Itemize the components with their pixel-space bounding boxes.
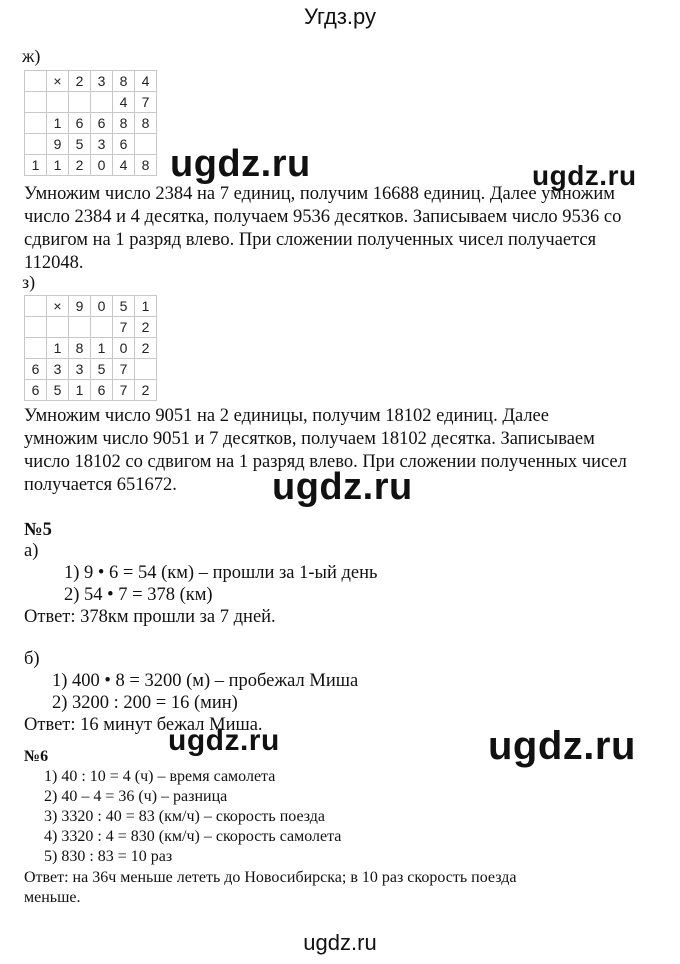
text-line: Умножим число 9051 на 2 единицы, получим 18102 единиц. Далее [24, 406, 549, 426]
grid-cell: 8 [135, 113, 157, 134]
text-line: сдвигом на 1 разряд влево. При сложении полученных чисел получается [24, 230, 597, 250]
watermark: ugdz.ru [168, 724, 280, 757]
grid-cell [47, 317, 69, 338]
text-line: число 2384 и 4 десятка, получаем 9536 десятков. Записываем число 9536 со [24, 207, 622, 227]
grid-cell [91, 317, 113, 338]
grid-cell: 0 [113, 338, 135, 359]
text-line: Умножим число 2384 на 7 единиц, получим 16688 единиц. Далее умножим [24, 184, 615, 204]
grid-cell [25, 71, 47, 92]
grid-cell: 0 [91, 296, 113, 317]
grid-cell: 6 [69, 113, 91, 134]
text-line: получается 651672. [24, 475, 177, 495]
grid-cell: 2 [69, 71, 91, 92]
grid-cell: 8 [113, 113, 135, 134]
task-5a-step: 1) 9 • 6 = 54 (км) – прошли за 1-ый день [64, 563, 378, 583]
grid-cell: 9 [69, 296, 91, 317]
grid-cell: 8 [113, 71, 135, 92]
task-6-step: 4) 3320 : 4 = 830 (км/ч) – скорость самолета [44, 828, 342, 845]
task-5b-answer: Ответ: 16 минут бежал Миша. [24, 715, 263, 735]
task-5a-step: 2) 54 • 7 = 378 (км) [64, 585, 213, 605]
grid-cell: 3 [91, 71, 113, 92]
grid-cell [47, 92, 69, 113]
grid-cell: 5 [47, 380, 69, 401]
grid-cell: 6 [113, 134, 135, 155]
watermark: ugdz.ru [532, 160, 637, 191]
grid-cell [69, 92, 91, 113]
footer-site-link[interactable]: ugdz.ru [303, 930, 377, 955]
task-zh-explanation [24, 183, 660, 275]
grid-cell: 2 [135, 338, 157, 359]
multiply-sign: × [47, 71, 69, 92]
task-6-step: 5) 830 : 83 = 10 раз [44, 848, 173, 865]
task-5b-step: 2) 3200 : 200 = 16 (мин) [52, 693, 238, 713]
watermark: ugdz.ru [488, 724, 636, 768]
grid-cell: 0 [91, 155, 113, 176]
multiply-sign: × [47, 296, 69, 317]
task-6-answer: Ответ: на 36ч меньше лететь до Новосибирска; в 10 раз скорость поезда [24, 869, 517, 886]
text-line: число 18102 со сдвигом на 1 разряд влево. При сложении полученных чисел [24, 452, 627, 472]
watermark: ugdz.ru [272, 466, 413, 508]
grid-cell: 5 [69, 134, 91, 155]
task-5a-label: а) [24, 541, 39, 561]
grid-cell: 1 [47, 338, 69, 359]
grid-cell: 2 [135, 380, 157, 401]
watermark: ugdz.ru [170, 143, 311, 185]
task-z-multiplication-grid [24, 295, 157, 401]
grid-cell [91, 92, 113, 113]
grid-cell: 1 [91, 338, 113, 359]
grid-cell: 7 [113, 359, 135, 380]
grid-cell: 5 [113, 296, 135, 317]
text-line: умножим число 9051 и 7 десятков, получаем 18102 десятка. Записываем [24, 429, 595, 449]
grid-cell: 6 [25, 359, 47, 380]
grid-cell: 8 [135, 155, 157, 176]
grid-cell: 1 [25, 155, 47, 176]
task-5b-label: б) [24, 649, 40, 669]
grid-cell [25, 296, 47, 317]
site-title: Угдз.ру [303, 4, 377, 29]
grid-cell: 6 [25, 380, 47, 401]
task-6-step: 2) 40 – 4 = 36 (ч) – разница [44, 788, 228, 805]
grid-cell [135, 359, 157, 380]
task-z-label: з) [22, 272, 36, 292]
task-5b-step: 1) 400 • 8 = 3200 (м) – пробежал Миша [52, 671, 359, 691]
grid-cell: 1 [47, 155, 69, 176]
grid-cell: 7 [113, 380, 135, 401]
grid-cell [25, 317, 47, 338]
grid-cell: 7 [135, 92, 157, 113]
grid-cell [25, 92, 47, 113]
grid-cell [25, 113, 47, 134]
grid-cell: 7 [113, 317, 135, 338]
grid-cell [135, 134, 157, 155]
grid-cell: 9 [47, 134, 69, 155]
grid-cell: 4 [135, 71, 157, 92]
grid-cell [25, 338, 47, 359]
grid-cell: 5 [91, 359, 113, 380]
grid-cell: 6 [91, 380, 113, 401]
text-line: 112048. [24, 253, 84, 273]
task-6-answer: меньше. [24, 889, 81, 906]
grid-cell: 3 [91, 134, 113, 155]
task-6-step: 1) 40 : 10 = 4 (ч) – время самолета [44, 768, 276, 785]
task-5-heading: №5 [24, 520, 52, 540]
task-6-step: 3) 3320 : 40 = 83 (км/ч) – скорость поезда [44, 808, 326, 825]
task-6-heading: №6 [24, 748, 49, 765]
grid-cell [69, 317, 91, 338]
task-zh-label: ж) [22, 46, 41, 66]
grid-cell: 3 [69, 359, 91, 380]
task-zh-multiplication-grid [24, 70, 157, 176]
grid-cell: 3 [47, 359, 69, 380]
grid-cell: 4 [113, 92, 135, 113]
grid-cell: 2 [135, 317, 157, 338]
task-5a-answer: Ответ: 378км прошли за 7 дней. [24, 607, 276, 627]
grid-cell: 1 [69, 380, 91, 401]
grid-cell: 4 [113, 155, 135, 176]
grid-cell [25, 134, 47, 155]
grid-cell: 8 [69, 338, 91, 359]
grid-cell: 1 [135, 296, 157, 317]
grid-cell: 2 [69, 155, 91, 176]
grid-cell: 6 [91, 113, 113, 134]
grid-cell: 1 [47, 113, 69, 134]
